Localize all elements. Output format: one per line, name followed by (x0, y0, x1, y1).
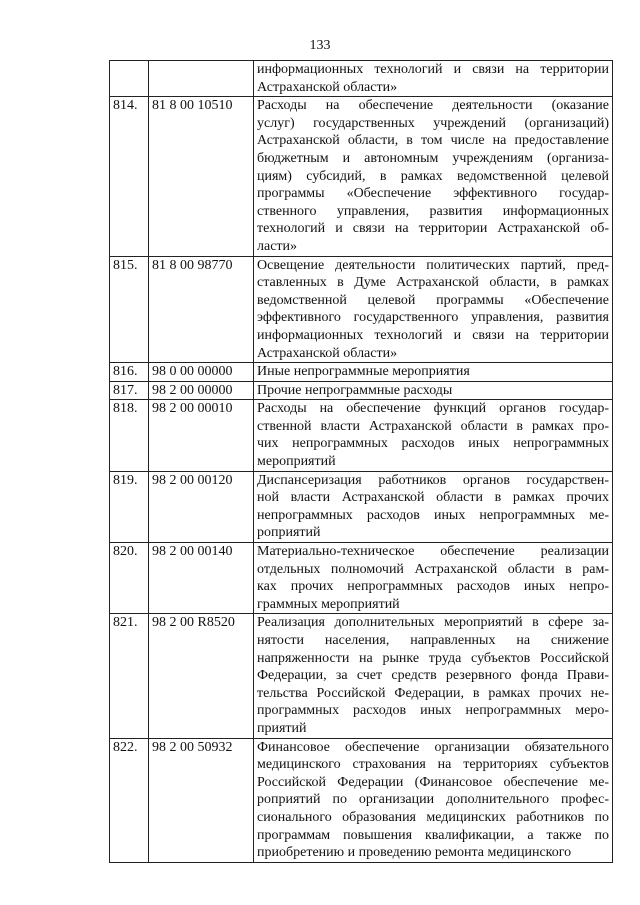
expense-description (254, 614, 613, 738)
table-row (110, 256, 613, 363)
table-row (110, 400, 613, 471)
description-line: ставленных в Думе Астраханской области, в рамках (257, 275, 609, 291)
description-line: ной власти Астраханской области в рамках прочих (257, 490, 609, 506)
budget-code: 98 2 00 R8520 (149, 614, 254, 738)
table-body (110, 61, 613, 863)
budget-code: 81 8 00 10510 (149, 97, 254, 256)
row-number: 816. (110, 363, 149, 382)
description-line: эффективного государственного управления, развития (257, 310, 609, 326)
expense-description (254, 97, 613, 256)
description-line: бюджетным и автономным учреждениям (организа- (257, 150, 609, 166)
description-line: Астраханской области» (257, 79, 398, 95)
description-line: программы «Обеспечение эффективного государ- (257, 186, 609, 202)
description-line: программам повышения квалификации, а также по (257, 827, 609, 843)
budget-classification-table (109, 60, 613, 863)
table-row (110, 614, 613, 738)
expense-description (254, 471, 613, 542)
description-line: ласти» (257, 238, 298, 254)
description-line: Иные непрограммные мероприятия (257, 364, 470, 380)
expense-description (254, 543, 613, 614)
expense-description (254, 61, 613, 97)
row-number: 822. (110, 738, 149, 862)
budget-code (149, 61, 254, 97)
table-row (110, 381, 613, 400)
row-number: 815. (110, 256, 149, 363)
row-number: 820. (110, 543, 149, 614)
description-line: услуг) государственных учреждений (организаций) (257, 115, 609, 131)
description-line: информационных технологий и связи на территории (257, 62, 609, 77)
row-number: 818. (110, 400, 149, 471)
description-line: Финансовое обеспечение организации обязательного (257, 739, 609, 755)
description-line: технологий и связи на территории Астраханской об- (257, 221, 609, 237)
row-number: 817. (110, 381, 149, 400)
description-line: непрограммных расходов иных непрограммных ме- (257, 507, 609, 523)
description-line: приобретению и проведению ремонта медицинского (257, 845, 572, 861)
row-number: 821. (110, 614, 149, 738)
description-line: Астраханской области» (257, 345, 398, 361)
description-line: приятий (257, 720, 307, 736)
description-line: ственной власти Астраханской области в рамках про- (257, 418, 609, 434)
table-row (110, 471, 613, 542)
description-line: Освещение деятельности политических партий, пред- (257, 257, 609, 273)
description-line: сионального образования медицинских работников по (257, 809, 609, 825)
description-line: мероприятий (257, 454, 336, 470)
description-line: Материально-техническое обеспечение реализации (257, 544, 609, 560)
description-line: Реализация дополнительных мероприятий в сфере за- (257, 615, 609, 631)
description-line: медицинского страхования на территориях субъектов (257, 757, 609, 773)
description-line: циям) субсидий, в рамках ведомственной целевой (257, 168, 609, 184)
description-line: роприятий (257, 525, 321, 541)
expense-description (254, 381, 613, 400)
expense-description (254, 256, 613, 363)
description-line: ках прочих непрограммных расходов иных непро- (257, 579, 609, 595)
description-line: Расходы на обеспечение функций органов государ- (257, 401, 609, 417)
row-number (110, 61, 149, 97)
budget-code: 81 8 00 98770 (149, 256, 254, 363)
row-number: 819. (110, 471, 149, 542)
table-row (110, 97, 613, 256)
budget-code: 98 0 00 00000 (149, 363, 254, 382)
table-row (110, 543, 613, 614)
description-line: Российской Федерации (Финансовое обеспечение ме- (257, 774, 609, 790)
description-line: информационных технологий и связи на территории (257, 327, 609, 343)
table-row (110, 61, 613, 97)
expense-description (254, 738, 613, 862)
description-line: граммных мероприятий (257, 596, 400, 612)
description-line: Федерации, за счет средств резервного фонда Прави- (257, 668, 609, 684)
budget-code: 98 2 00 00010 (149, 400, 254, 471)
description-line: чих непрограммных расходов иных непрограммных (257, 436, 609, 452)
table-row (110, 363, 613, 382)
budget-code: 98 2 00 50932 (149, 738, 254, 862)
description-line: Диспансеризация работников органов государствен- (257, 472, 609, 488)
description-line: напряженности на рынке труда субъектов Российской (257, 650, 609, 666)
budget-code: 98 2 00 00140 (149, 543, 254, 614)
description-line: Прочие непрограммные расходы (257, 382, 453, 398)
description-line: отдельных полномочий Астраханской области в рам- (257, 561, 609, 577)
expense-description (254, 363, 613, 382)
description-line: программных расходов иных непрограммных меро- (257, 703, 609, 719)
description-line: Расходы на обеспечение деятельности (оказание (257, 98, 609, 114)
description-line: тельства Российской Федерации, в рамках прочих не- (257, 685, 609, 701)
page-number: 133 (309, 38, 331, 53)
row-number: 814. (110, 97, 149, 256)
expense-description (254, 400, 613, 471)
table-row (110, 738, 613, 862)
description-line: Астраханской области, в том числе на предоставление (257, 133, 609, 149)
budget-code: 98 2 00 00000 (149, 381, 254, 400)
description-line: роприятий по организации дополнительного профес- (257, 792, 609, 808)
description-line: ственного управления, развития информационных (257, 203, 609, 219)
budget-code: 98 2 00 00120 (149, 471, 254, 542)
description-line: нятости населения, направленных на снижение (257, 633, 609, 648)
description-line: ведомственной целевой программы «Обеспечение (257, 292, 609, 308)
